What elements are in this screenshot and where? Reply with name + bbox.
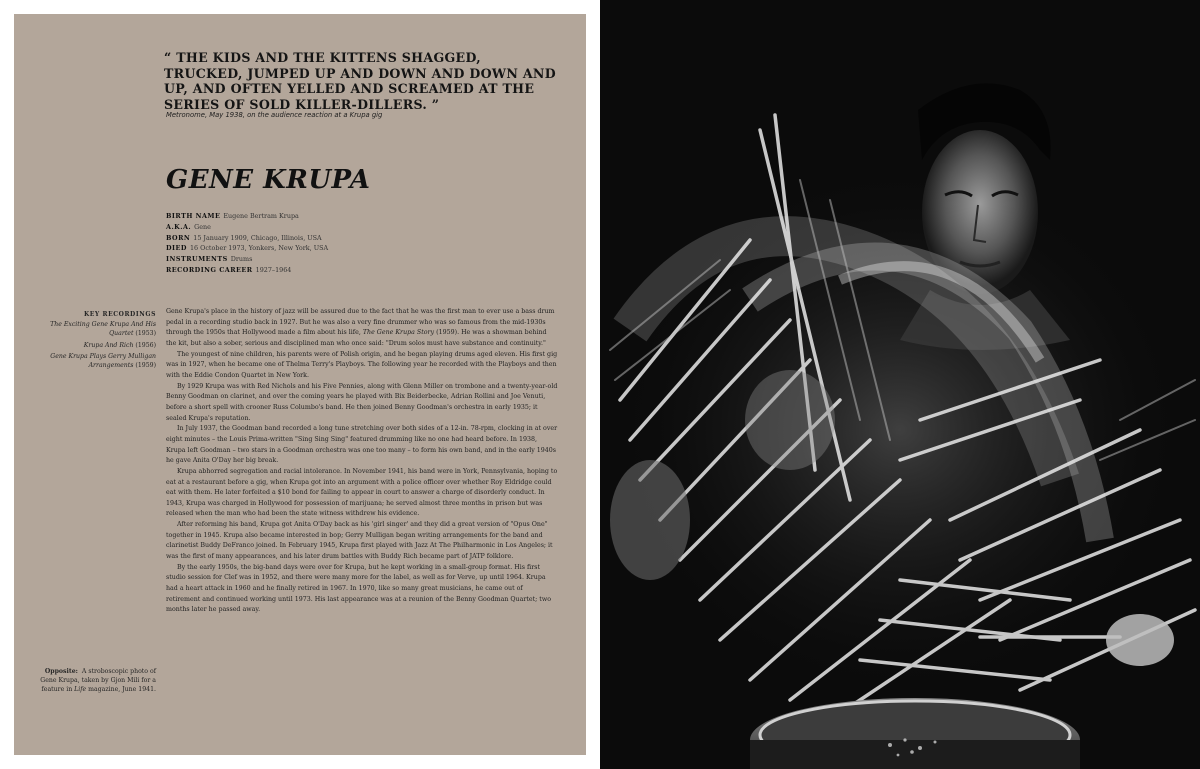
fact-label: BIRTH NAME bbox=[166, 212, 221, 220]
article-paragraph: By the early 1950s, the big-band days were over for Krupa, but he kept working in a small-group format. His first studio session for Clef was in 1952, and there were many more for the label, as well as for Verve, up until 1964. Krupa had a heart attack in 1960 and he finally retired in 1967. In 1970, like so many great musicians, he came out of retirement and continued working until 1973. His last appearance was at a reunion of the Benny Goodman Quartet; two months later he passed away. bbox=[166, 563, 551, 614]
left-page bbox=[14, 14, 586, 755]
caption-magazine: Life bbox=[74, 685, 87, 693]
photo-caption bbox=[40, 668, 156, 694]
article-paragraph: In July 1937, the Goodman band recorded a long tune stretching over both sides of a 12-in. 78-rpm, clocking in at over eight minutes – the Louis Prima-written "Sing Sing Sing" featured drumming like no one had heard before. In 1938, Krupa left Goodman – two stars in a Goodman orchestra was one too many – to form his own band, and in the early 1940s he gave Anita O'Day her big break. bbox=[166, 425, 558, 465]
quote-source-detail: , May 1938, on the audience reaction at a Krupa gig bbox=[204, 111, 383, 119]
fact-value: 15 January 1909, Chicago, Illinois, USA bbox=[193, 233, 322, 242]
fact-list bbox=[166, 211, 546, 276]
key-recordings bbox=[34, 310, 156, 372]
key-recordings-heading: KEY RECORDINGS bbox=[83, 311, 156, 318]
article-paragraph: By 1929 Krupa was with Red Nichols and his Five Pennies, along with Glenn Miller on trombone and a twenty-year-old Benny Goodman on clarinet, and over the coming years he played with Bix Beiderbecke, Adrian Rollini and Joe Venuti, before a short spell with crooner Russ Columbo's band. He then joined Benny Goodman's orchestra in early 1935; it sealed Krupa's reputation. bbox=[166, 382, 558, 422]
recording-title: Krupa And Rich bbox=[83, 341, 134, 349]
fact-row bbox=[166, 233, 546, 244]
recording-year: (1953) bbox=[133, 330, 156, 338]
recording-item bbox=[34, 352, 156, 370]
fact-value: Eugene Bertram Krupa bbox=[223, 212, 299, 220]
fact-label: INSTRUMENTS bbox=[166, 255, 228, 264]
recording-title: The Exciting Gene Krupa And His Quartet bbox=[50, 321, 156, 338]
fact-label: RECORDING CAREER bbox=[166, 265, 253, 274]
fact-row bbox=[166, 254, 546, 265]
fact-label: BORN bbox=[166, 233, 191, 242]
fact-row bbox=[166, 265, 546, 276]
caption-label: Opposite: bbox=[44, 668, 78, 675]
hand-shape bbox=[1106, 614, 1174, 666]
paragraph-text: Gene Krupa's place in the history of jazz will be assured due to the fact that he was the first man to ever use a bass drum pedal in a recording studio back in 1927. But he was also a very fine drummer who was so famous from the mid-1930s through the 1950s that Hollywood made a film about his life, bbox=[166, 308, 555, 337]
fact-row bbox=[166, 211, 546, 222]
fact-row bbox=[166, 243, 546, 254]
fact-value: Drums bbox=[230, 255, 253, 264]
stroboscopic-photo bbox=[600, 0, 1200, 769]
page-title: GENE KRUPA bbox=[166, 165, 371, 195]
fact-label: DIED bbox=[166, 244, 187, 253]
quote-source bbox=[166, 111, 566, 119]
fact-label: A.K.A. bbox=[166, 222, 192, 231]
article-paragraph: After reforming his band, Krupa got Anita O'Day back as his 'girl singer' and they did a great version of "Opus One" together in 1945. Krupa also became interested in bop; Gerry Mulligan began writing arrangements for the band and clarinetist Buddy DeFranco joined. In February 1945, Krupa first played with Jazz At The Philharmonic in Los Angeles; it was the first of many appearances, and his later drum battles with Buddy Rich became part of JATP folklore. bbox=[166, 521, 553, 561]
caption-text-end: magazine, June 1941. bbox=[86, 685, 156, 693]
recording-item bbox=[34, 341, 156, 350]
paragraph-text: (1959). He was a showman behind the kit, but also a sober, serious and disciplined man who once said: "Drum solos must have substance and continuity." bbox=[166, 329, 547, 347]
photo-illustration bbox=[600, 0, 1200, 769]
article-paragraph bbox=[166, 307, 558, 350]
article-paragraph: The youngest of nine children, his parents were of Polish origin, and he began playing drums aged eleven. His first gig was in 1927, when he became one of Thelma Terry's Playboys. The following year he recorded with the Playboys and then with the Eddie Condon Quartet in New York. bbox=[166, 350, 558, 379]
recording-year: (1959) bbox=[133, 362, 156, 370]
recording-item bbox=[34, 320, 156, 338]
quote-source-publication: Metronome bbox=[166, 111, 205, 119]
fact-value: Gene bbox=[194, 222, 211, 231]
article-paragraph: Krupa abhorred segregation and racial intolerance. In November 1941, his band were in York, Pennsylvania, hoping to eat at a restaurant before a gig, when Krupa got into an argument with a police officer over whether Roy Eldridge could eat with them. He later forfeited a $10 bond for failing to appear in court to answer a charge of disorderly conduct. In 1943, Krupa was charged in Hollywood for possession of marijuana; he served almost three months in prison but was released when the man who had been the state witness withdrew his evidence. bbox=[166, 467, 558, 518]
fact-value: 1927–1964 bbox=[255, 265, 292, 274]
article-body bbox=[166, 307, 558, 616]
recording-title: Gene Krupa Plays Gerry Mulligan Arrangements bbox=[50, 352, 156, 370]
pull-quote: “ THE KIDS AND THE KITTENS SHAGGED, TRUCKED, JUMPED UP AND DOWN AND DOWN AND UP, AND OFTEN YELLED AND SCREAMED AT THE SERIES OF SOLD KILLER-DILLERS. ” bbox=[164, 50, 556, 112]
fact-value: 16 October 1973, Yonkers, New York, USA bbox=[189, 244, 329, 253]
fact-row bbox=[166, 222, 546, 233]
recording-year: (1956) bbox=[133, 341, 156, 349]
film-title: The Gene Krupa Story bbox=[362, 329, 435, 337]
caption-text: A stroboscopic photo of Gene Krupa, taken by Gjon Mili for a feature in bbox=[40, 668, 156, 693]
